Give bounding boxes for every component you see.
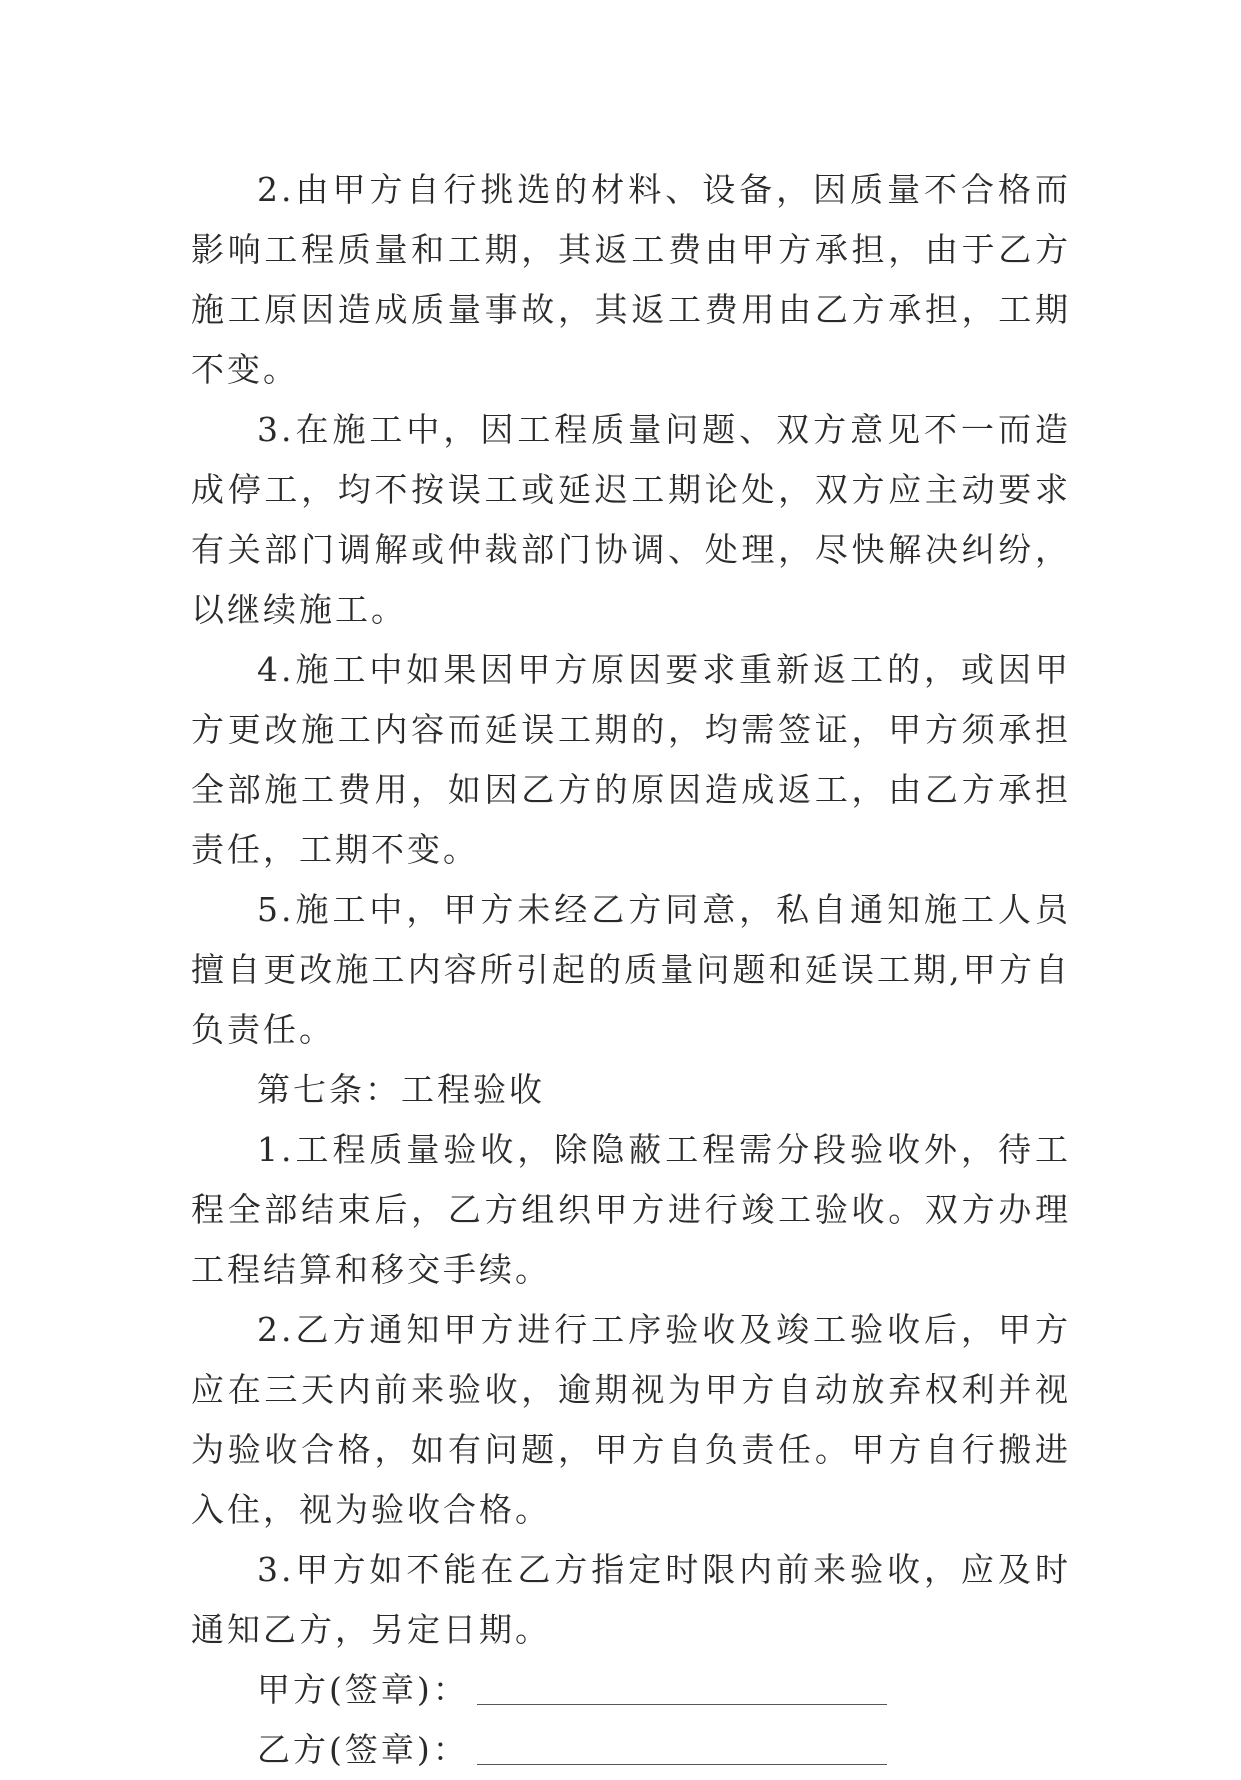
clause-paragraph: 1.工程质量验收，除隐蔽工程需分段验收外，待工程全部结束后，乙方组织甲方进行竣工验收。双方办理工程结算和移交手续。 xyxy=(191,1130,1071,1289)
clause-paragraph: 3.在施工中，因工程质量问题、双方意见不一而造成停工，均不按误工或延迟工期论处，双方应主动要求有关部门调解或仲裁部门协调、处理，尽快解决纠纷，以继续施工。 xyxy=(191,410,1071,629)
section-heading: 第七条：工程验收 xyxy=(257,1070,545,1109)
party-a-signature-label: 甲方(签章)： xyxy=(257,1670,469,1709)
clause-paragraph: 2.由甲方自行挑选的材料、设备，因质量不合格而影响工程质量和工期，其返工费由甲方承担，由于乙方施工原因造成质量事故，其返工费用由乙方承担，工期不变。 xyxy=(191,170,1071,389)
party-a-signature-blank xyxy=(477,1684,887,1705)
clause-paragraph: 2.乙方通知甲方进行工序验收及竣工验收后，甲方应在三天内前来验收，逾期视为甲方自动放弃权利并视为验收合格，如有问题，甲方自负责任。甲方自行搬进入住，视为验收合格。 xyxy=(191,1310,1071,1529)
contract-body xyxy=(191,160,1071,1780)
clause-paragraph: 4.施工中如果因甲方原因要求重新返工的，或因甲方更改施工内容而延误工期的，均需签证，甲方须承担全部施工费用，如因乙方的原因造成返工，由乙方承担责任，工期不变。 xyxy=(191,650,1071,869)
party-b-signature-label: 乙方(签章)： xyxy=(257,1730,469,1769)
clause-paragraph: 5.施工中，甲方未经乙方同意，私自通知施工人员擅自更改施工内容所引起的质量问题和延误工期,甲方自负责任。 xyxy=(191,890,1071,1049)
clause-paragraph: 3.甲方如不能在乙方指定时限内前来验收，应及时通知乙方，另定日期。 xyxy=(191,1550,1071,1649)
party-b-signature-blank xyxy=(477,1744,887,1765)
party-a-signature-line xyxy=(191,1660,1071,1720)
party-b-signature-line xyxy=(191,1720,1071,1780)
